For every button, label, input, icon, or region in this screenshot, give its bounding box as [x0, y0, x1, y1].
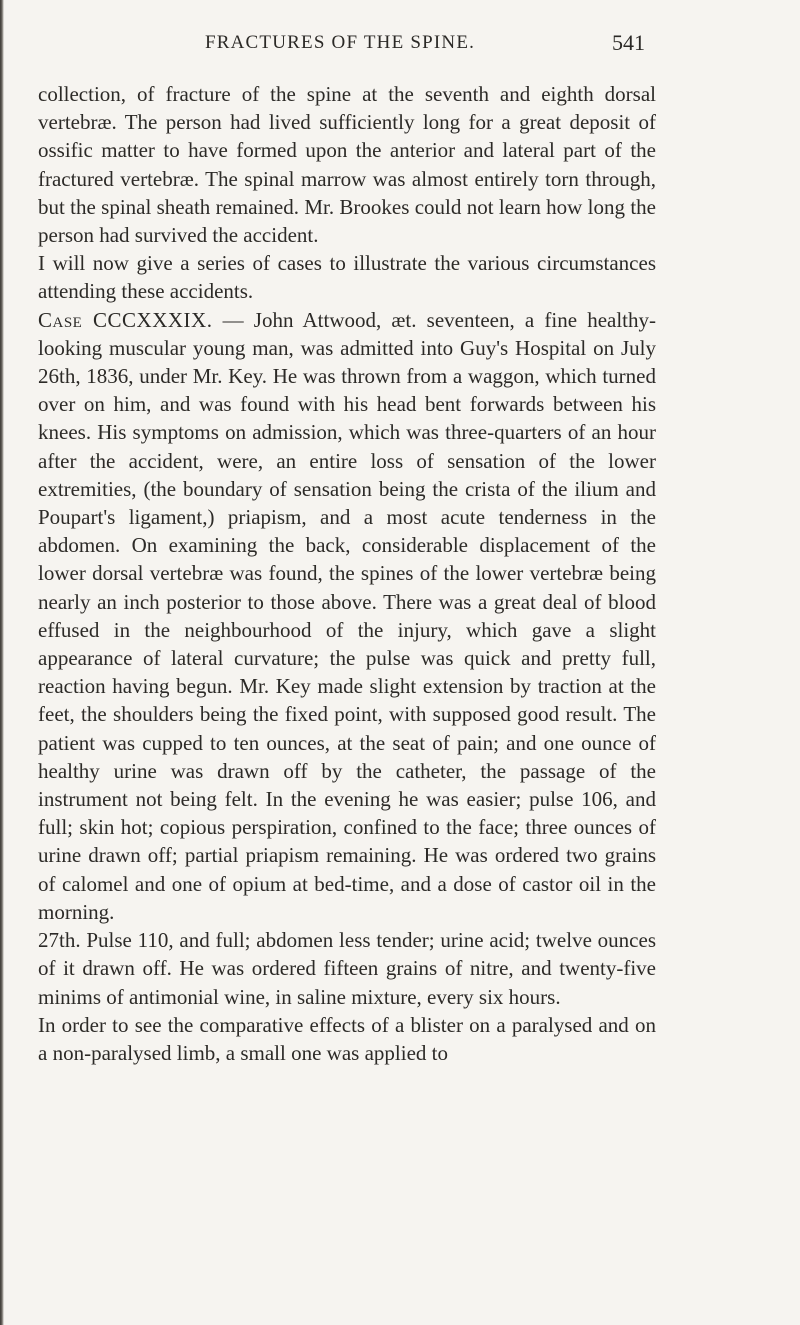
- running-title: FRACTURES OF THE SPINE.: [205, 32, 476, 53]
- paragraph-blister: In order to see the comparative effects of a blister on a paralysed and on a non-paralysed limb, a small one was applied to: [38, 1012, 656, 1065]
- paragraph-case: [38, 306, 656, 926]
- paragraph-27th: 27th. Pulse 110, and full; abdomen less tender; urine acid; twelve ounces of it drawn off. He was ordered fifteen grains of nitre, and twenty-five minims of antimonial wine, in saline mixture, every six hours.: [38, 928, 656, 1009]
- paragraph-intro: I will now give a series of cases to illustrate the various circumstances attending these accidents.: [38, 251, 656, 304]
- binding-edge: [0, 0, 4, 1325]
- page-number: 541: [612, 30, 645, 55]
- case-label: Case CCCXXXIX.: [38, 307, 213, 332]
- page-header: [0, 30, 800, 60]
- case-text: — John Attwood, æt. seventeen, a fine healthy-looking muscular young man, was admitted into Guy's Hospital on July 26th, 1836, under Mr. Key. He was thrown from a waggon, which turned over on him, and was found with his head bent forwards between his knees. His symptoms on admission, which was three-quarters of an hour after the accident, were, an entire loss of sensation of the lower extremities, (the boundary of sensation being the crista of the ilium and Poupart's ligament,) priapism, and a most acute tenderness in the abdomen. On examining the back, considerable displacement of the lower dorsal vertebræ was found, the spines of the lower vertebræ being nearly an inch posterior to those above. There was a great deal of blood effused in the neighbourhood of the injury, which gave a slight appearance of lateral curvature; the pulse was quick and pretty full, reaction having begun. Mr. Key made slight extension by traction at the feet, the shoulders being the fixed point, with supposed good result. The patient was cupped to ten ounces, at the seat of pain; and one ounce of healthy urine was drawn off by the catheter, the passage of the instrument not being felt. In the evening he was easier; pulse 106, and full; skin hot; copious perspiration, confined to the face; three ounces of urine drawn off; partial priapism remaining. He was ordered two grains of calomel and one of opium at bed-time, and a dose of castor oil in the morning.: [38, 307, 656, 924]
- paragraph-continuation: collection, of fracture of the spine at the seventh and eighth dorsal vertebræ. The person had lived sufficiently long for a great deposit of ossific matter to have formed upon the anterior and lateral part of the fractured vertebræ. The spinal marrow was almost entirely torn through, but the spinal sheath remained. Mr. Brookes could not learn how long the person had survived the accident.: [38, 82, 656, 248]
- body-text: [38, 80, 656, 1067]
